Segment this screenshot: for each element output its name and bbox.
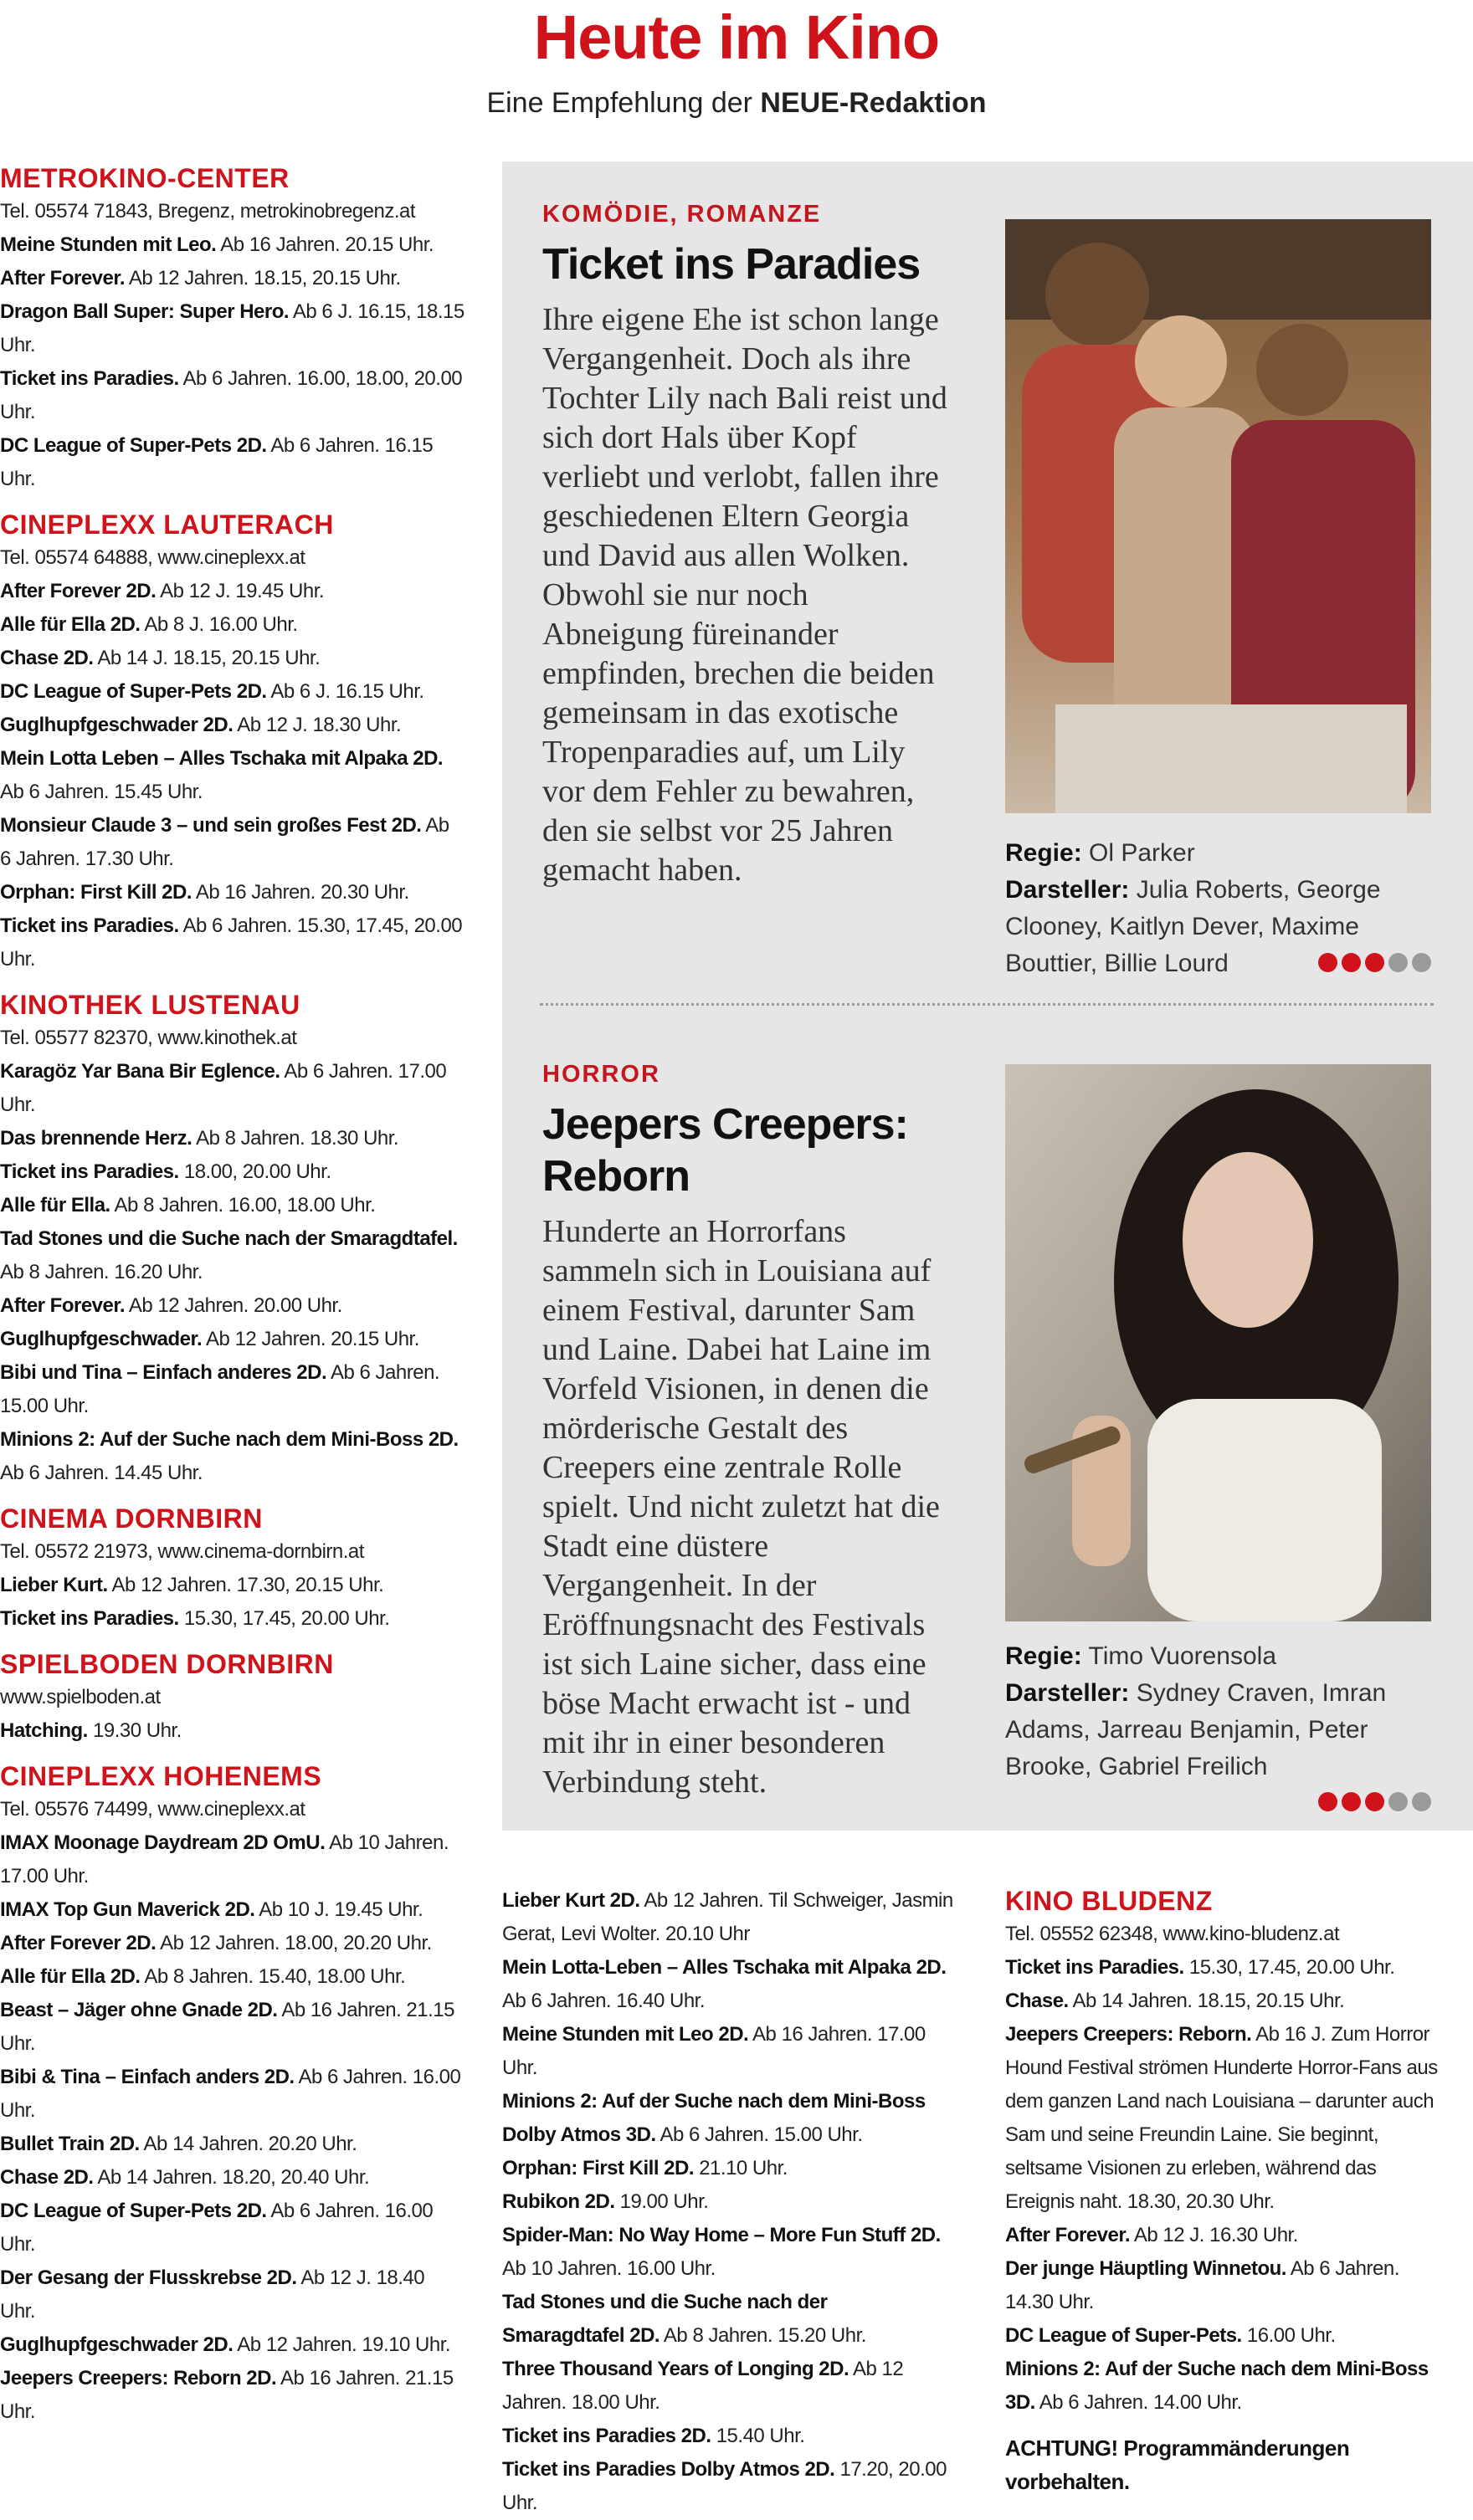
movie-title: Ticket ins Paradies.	[0, 914, 179, 937]
listing-entry	[0, 362, 464, 429]
showtime-info: Ab 6 Jahren. 16.00 Uhr.	[0, 2066, 461, 2122]
showtime-info: 16.00 Uhr.	[1241, 2324, 1336, 2347]
listing-entry	[0, 1994, 464, 2061]
listing-entry	[0, 1189, 464, 1222]
movie-title: After Forever 2D.	[0, 580, 157, 602]
showtime-info: 19.00 Uhr.	[614, 2190, 709, 2213]
showtime-info: Ab 8 Jahren. 18.30 Uhr.	[192, 1127, 399, 1150]
movie-title: Der Gesang der Flusskrebse 2D.	[0, 2266, 297, 2289]
kino-bludenz-listings	[1005, 1884, 1440, 2498]
showtime-info: 15.30, 17.45, 20.00 Uhr.	[1183, 1956, 1395, 1979]
showtime-info: 19.30 Uhr.	[87, 1719, 182, 1742]
listing-entry	[1005, 2353, 1440, 2420]
movie-title: Minions 2: Auf der Suche nach dem Mini-Boss Dolby Atmos 3D.	[502, 2090, 926, 2146]
listing-entry	[0, 1323, 464, 1356]
showtime-info: 17.20, 20.00 Uhr.	[502, 2458, 947, 2514]
listing-entry	[0, 1423, 464, 1490]
listing-entry	[502, 2085, 954, 2152]
movie-title: Jeepers Creepers: Reborn.	[1005, 2023, 1252, 2046]
listing-entry	[0, 1602, 464, 1636]
rating-dot-empty	[1412, 953, 1431, 972]
listing-entry	[0, 1893, 464, 1927]
listing-entry	[0, 2061, 464, 2128]
showtime-info: Ab 6 Jahren. 15.00 Uhr.	[655, 2123, 863, 2146]
showtime-info: Ab 6 Jahren. 14.00 Uhr.	[1034, 2391, 1242, 2414]
listing-entry	[0, 2161, 464, 2195]
movie-title: Chase 2D.	[0, 647, 94, 669]
listing-entry	[0, 608, 464, 642]
showtime-info: Ab 16 Jahren. 21.15 Uhr.	[0, 1999, 454, 2055]
listing-entry	[0, 1222, 464, 1289]
movie-title: Mein Lotta Leben – Alles Tschaka mit Alpaka 2D.	[0, 747, 444, 770]
listing-entry	[502, 2286, 954, 2353]
listing-entry	[0, 228, 464, 262]
showtime-info: 15.40 Uhr.	[711, 2425, 805, 2447]
showtime-info: Ab 12 Jahren. 17.30, 20.15 Uhr.	[107, 1574, 384, 1596]
showtime-info: Ab 12 J. 18.30 Uhr.	[233, 714, 402, 736]
movie-title: Spider-Man: No Way Home – More Fun Stuff 2D.	[502, 2224, 941, 2246]
movie-title: Ticket ins Paradies.	[1005, 1956, 1184, 1979]
listing-entry	[1005, 2252, 1440, 2319]
listing-entry	[502, 2453, 954, 2520]
listing-entry	[0, 1569, 464, 1602]
movie-title: Mein Lotta-Leben – Alles Tschaka mit Alpaka 2D.	[502, 1956, 947, 1979]
rating-dots-1	[1318, 953, 1431, 972]
movie-title: Ticket ins Paradies.	[0, 1607, 179, 1630]
listing-entry	[0, 642, 464, 675]
listing-entry	[0, 1155, 464, 1189]
listing-entry	[0, 1356, 464, 1423]
movie-title: Der junge Häuptling Winnetou.	[1005, 2257, 1286, 2280]
showtime-info: Ab 6 Jahren. 15.30, 17.45, 20.00 Uhr.	[0, 914, 463, 971]
rating-dot-filled	[1318, 953, 1337, 972]
cinema-name: KINOTHEK LUSTENAU	[0, 990, 300, 1020]
listing-entry	[0, 262, 464, 295]
movie-title: Orphan: First Kill 2D.	[0, 881, 192, 904]
listing-entry	[502, 2018, 954, 2085]
showtime-info: Ab 6 Jahren. 14.30 Uhr.	[1005, 2257, 1399, 2313]
showtime-info: Ab 8 Jahren. 15.20 Uhr.	[660, 2324, 866, 2347]
showtime-info: 15.30, 17.45, 20.00 Uhr.	[178, 1607, 390, 1630]
showtime-info: Ab 6 Jahren. 16.40 Uhr.	[502, 1990, 705, 2012]
listing-entry	[0, 295, 464, 362]
movie-title: After Forever.	[1005, 2224, 1131, 2246]
listing-entry	[0, 429, 464, 496]
cinema-contact: Tel. 05574 71843, Bregenz, metrokinobregenz.at	[0, 200, 416, 223]
listing-entry	[0, 709, 464, 742]
movie-title: Ticket ins Paradies.	[0, 367, 179, 390]
showtime-info: Ab 14 Jahren. 18.20, 20.40 Uhr.	[93, 2166, 370, 2189]
showtime-info: Ab 16 J. Zum Horror Hound Festival strömen Hunderte Horror-Fans aus dem ganzen Land nach Louisiana – darunter auch Sam und seine Freundin Laine. Sie beginnt, seltsame Visionen zu erleben, während das Ereignis naht. 18.30, 20.30 Uhr.	[1005, 2023, 1438, 2213]
showtime-info: Ab 14 Jahren. 20.20 Uhr.	[139, 2133, 357, 2155]
cinema-contact: Tel. 05572 21973, www.cinema-dornbirn.at	[0, 1540, 364, 1563]
listing-entry	[502, 2152, 954, 2185]
movie-photo-jeepers-creepers	[1005, 1064, 1431, 1621]
genre-label: HORROR	[542, 1061, 660, 1088]
movie-title: Ticket ins Paradies	[542, 240, 921, 289]
movie-description: Hunderte an Horrorfans sammeln sich in Louisiana auf einem Festival, darunter Sam und Laine. Dabei hat Laine im Vorfeld Visionen, in denen die mörderische Gestalt des Creepers eine zentrale Rolle spielt. Und nicht zuletzt hat die Stadt eine düstere Vergangenheit. In der Eröffnungsnacht des Festivals ist sich Laine sicher, dass eine böse Macht erwacht ist - und mit ihr in einer besonderen Verbindung steht.	[542, 1214, 940, 1800]
cinema-contact: Tel. 05577 82370, www.kinothek.at	[0, 1027, 297, 1049]
listing-entry	[502, 1884, 954, 1951]
movie-title: After Forever.	[0, 267, 126, 289]
listing-entry	[1005, 1985, 1440, 2018]
movie-title: Ticket ins Paradies 2D.	[502, 2425, 711, 2447]
showtime-info: Ab 10 Jahren. 16.00 Uhr.	[502, 2257, 716, 2280]
showtime-info: Ab 12 Jahren. 19.10 Uhr.	[233, 2333, 451, 2356]
cinema-name: CINEPLEXX LAUTERACH	[0, 510, 334, 540]
showtime-info: Ab 6 Jahren. 17.30 Uhr.	[0, 814, 449, 870]
rating-dot-filled	[1365, 1792, 1384, 1811]
cinema-contact: www.spielboden.at	[0, 1686, 161, 1708]
movie-title: IMAX Moonage Daydream 2D OmU.	[0, 1831, 326, 1854]
showtime-info: Ab 8 Jahren. 15.40, 18.00 Uhr.	[140, 1965, 406, 1988]
listing-entry	[0, 2362, 464, 2429]
cinema-contact: Tel. 05574 64888, www.cineplexx.at	[0, 546, 305, 569]
movie-title: Monsieur Claude 3 – und sein großes Fest 2D.	[0, 814, 422, 837]
listing-entry	[1005, 1951, 1440, 1985]
rating-dot-filled	[1342, 1792, 1361, 1811]
movie-title: After Forever 2D.	[0, 1932, 157, 1954]
listing-entry	[0, 2261, 464, 2328]
movie-title: Bibi & Tina – Einfach anders 2D.	[0, 2066, 295, 2088]
showtime-info: Ab 6 Jahren. 14.45 Uhr.	[0, 1462, 203, 1484]
movie-title: Jeepers Creepers: Reborn	[542, 1100, 908, 1201]
featured-movie-1	[542, 201, 952, 890]
listing-entry	[1005, 2219, 1440, 2252]
listing-entry	[502, 2420, 954, 2453]
showtime-info: Ab 10 Jahren. 17.00 Uhr.	[0, 1831, 449, 1887]
movie-credits-1: Regie: Ol Parker Darsteller: Julia Roberts, George Clooney, Kaitlyn Dever, Maxime Bouttier, Billie Lourd	[1005, 839, 1381, 977]
showtime-info: Ab 16 Jahren. 20.15 Uhr.	[216, 233, 434, 256]
movie-title: Orphan: First Kill 2D.	[502, 2157, 695, 2179]
listing-entry	[0, 1960, 464, 1994]
showtime-info: Ab 16 Jahren. 21.15 Uhr.	[0, 2367, 454, 2423]
listing-entry	[0, 742, 464, 809]
showtime-info: Ab 12 Jahren. 18.00 Uhr.	[502, 2358, 904, 2414]
showtime-info: Ab 12 Jahren. 18.00, 20.20 Uhr.	[156, 1932, 432, 1954]
showtime-info: Ab 16 Jahren. 17.00 Uhr.	[502, 2023, 926, 2079]
rating-dot-filled	[1365, 953, 1384, 972]
showtime-info: Ab 8 Jahren. 16.00, 18.00 Uhr.	[110, 1194, 376, 1216]
showtime-info: Ab 6 J. 16.15 Uhr.	[266, 680, 424, 703]
listing-entry	[0, 2328, 464, 2362]
listing-entry	[502, 2219, 954, 2286]
movie-title: Meine Stunden mit Leo.	[0, 233, 217, 256]
listing-entry	[0, 575, 464, 608]
movie-title: Tad Stones und die Suche nach der Smaragdtafel 2D.	[502, 2291, 828, 2347]
cinema-name: CINEMA DORNBIRN	[0, 1503, 263, 1534]
movie-title: Three Thousand Years of Longing 2D.	[502, 2358, 849, 2380]
movie-title: After Forever.	[0, 1294, 126, 1317]
showtime-info: Ab 12 J. 18.40 Uhr.	[0, 2266, 425, 2323]
movie-title: Tad Stones und die Suche nach der Smaragdtafel.	[0, 1227, 458, 1250]
movie-title: Alle für Ella 2D.	[0, 613, 141, 636]
movie-title: Guglhupfgeschwader 2D.	[0, 2333, 234, 2356]
showtime-info: Ab 12 Jahren. Til Schweiger, Jasmin Gerat, Levi Wolter. 20.10 Uhr	[502, 1889, 953, 1945]
movie-title: Ticket ins Paradies.	[0, 1160, 179, 1183]
showtime-info: Ab 8 Jahren. 16.20 Uhr.	[0, 1261, 203, 1283]
movie-title: Minions 2: Auf der Suche nach dem Mini-Boss 3D.	[1005, 2358, 1429, 2414]
listing-entry	[0, 909, 464, 976]
cinema-name: KINO BLUDENZ	[1005, 1886, 1213, 1916]
featured-movie-2	[542, 1061, 952, 1802]
movie-title: Jeepers Creepers: Reborn 2D.	[0, 2367, 277, 2389]
listing-entry	[502, 2353, 954, 2420]
movie-title: Rubikon 2D.	[502, 2190, 615, 2213]
listing-entry	[0, 1826, 464, 1893]
movie-title: Minions 2: Auf der Suche nach dem Mini-Boss 2D.	[0, 1428, 459, 1451]
showtime-info: Ab 12 Jahren. 20.00 Uhr.	[125, 1294, 342, 1317]
program-change-notice: ACHTUNG! Programmänderungen vorbehalten.	[1005, 2435, 1350, 2494]
showtime-info: Ab 6 Jahren. 15.45 Uhr.	[0, 781, 203, 803]
movie-title: DC League of Super-Pets 2D.	[0, 2200, 267, 2222]
movie-title: Beast – Jäger ohne Gnade 2D.	[0, 1999, 278, 2021]
listing-entry	[0, 2128, 464, 2161]
movie-title: Karagöz Yar Bana Bir Eglence.	[0, 1060, 280, 1083]
cinema-contact: Tel. 05552 62348, www.kino-bludenz.at	[1005, 1923, 1340, 1945]
showtime-info: Ab 8 J. 16.00 Uhr.	[140, 613, 298, 636]
movie-photo-ticket-ins-paradies	[1005, 219, 1431, 813]
cinema-name: METROKINO-CENTER	[0, 163, 290, 193]
movie-title: DC League of Super-Pets.	[1005, 2324, 1242, 2347]
listing-entry	[0, 809, 464, 876]
rating-dot-filled	[1318, 1792, 1337, 1811]
movie-title: Meine Stunden mit Leo 2D.	[502, 2023, 749, 2046]
movie-title: Lieber Kurt 2D.	[502, 1889, 640, 1912]
movie-title: DC League of Super-Pets 2D.	[0, 680, 267, 703]
listing-entry	[0, 1927, 464, 1960]
showtime-info: Ab 16 Jahren. 20.30 Uhr.	[192, 881, 409, 904]
cinema-contact: Tel. 05576 74499, www.cineplexx.at	[0, 1798, 305, 1821]
listing-entry	[0, 1055, 464, 1122]
movie-title: Das brennende Herz.	[0, 1127, 192, 1150]
movie-title: Chase.	[1005, 1990, 1069, 2012]
movie-title: Chase 2D.	[0, 2166, 94, 2189]
showtime-info: Ab 12 Jahren. 20.15 Uhr.	[202, 1328, 419, 1350]
showtime-info: Ab 12 J. 19.45 Uhr.	[156, 580, 325, 602]
listing-entry	[0, 876, 464, 909]
listing-entry	[0, 2195, 464, 2261]
cinema-name: CINEPLEXX HOHENEMS	[0, 1761, 322, 1791]
showtime-info: Ab 12 Jahren. 18.15, 20.15 Uhr.	[125, 267, 401, 289]
listing-entry	[0, 1122, 464, 1155]
movie-title: Lieber Kurt.	[0, 1574, 108, 1596]
middle-bottom-listings	[502, 1884, 954, 2520]
rating-dot-empty	[1388, 953, 1408, 972]
rating-dot-filled	[1342, 953, 1361, 972]
showtime-info: Ab 14 Jahren. 18.15, 20.15 Uhr.	[1068, 1990, 1345, 2012]
showtime-info: Ab 6 Jahren. 17.00 Uhr.	[0, 1060, 447, 1116]
movie-title: Bibi und Tina – Einfach anderes 2D.	[0, 1361, 327, 1384]
listing-entry	[0, 1289, 464, 1323]
showtime-info: Ab 6 J. 16.15, 18.15 Uhr.	[0, 300, 464, 356]
movie-credits-2: Regie: Timo Vuorensola Darsteller: Sydney Craven, Imran Adams, Jarreau Benjamin, Peter Brooke, Gabriel Freilich	[1005, 1642, 1387, 1780]
movie-title: Hatching.	[0, 1719, 88, 1742]
rating-dot-empty	[1388, 1792, 1408, 1811]
page-subtitle: Eine Empfehlung der NEUE-Redaktion	[486, 87, 987, 119]
movie-description: Ihre eigene Ehe ist schon lange Vergangenheit. Doch als ihre Tochter Lily nach Bali reist und sich dort Hals über Kopf verliebt und verlobt, fallen ihre geschiedenen Eltern Georgia und David aus allen Wolken. Obwohl sie nur noch Abneigung füreinander empfinden, brechen die beiden gemeinsam in das exotische Tropenparadies auf, um Lily vor dem Fehler zu bewahren, den sie selbst vor 25 Jahren gemacht haben.	[542, 302, 947, 888]
rating-dot-empty	[1412, 1792, 1431, 1811]
showtime-info: Ab 10 J. 19.45 Uhr.	[254, 1898, 423, 1921]
showtime-info: Ab 12 J. 16.30 Uhr.	[1130, 2224, 1298, 2246]
rating-dots-2	[1318, 1792, 1431, 1811]
movie-title: Bullet Train 2D.	[0, 2133, 140, 2155]
movie-title: Alle für Ella 2D.	[0, 1965, 141, 1988]
listing-entry	[502, 1951, 954, 2018]
listing-entry	[1005, 2319, 1440, 2353]
listing-entry	[0, 1714, 464, 1748]
genre-label: KOMÖDIE, ROMANZE	[542, 201, 822, 228]
movie-title: Guglhupfgeschwader.	[0, 1328, 203, 1350]
showtime-info: 18.00, 20.00 Uhr.	[178, 1160, 331, 1183]
movie-title: IMAX Top Gun Maverick 2D.	[0, 1898, 255, 1921]
movie-title: DC League of Super-Pets 2D.	[0, 434, 267, 457]
movie-title: Guglhupfgeschwader 2D.	[0, 714, 234, 736]
movie-title: Alle für Ella.	[0, 1194, 110, 1216]
showtime-info: Ab 6 Jahren. 16.00 Uhr.	[0, 2200, 434, 2256]
movie-title: Ticket ins Paradies Dolby Atmos 2D.	[502, 2458, 835, 2481]
listing-entry	[0, 675, 464, 709]
cinema-name: SPIELBODEN DORNBIRN	[0, 1649, 334, 1679]
showtime-info: Ab 6 Jahren. 16.15 Uhr.	[0, 434, 434, 490]
showtime-info: Ab 14 J. 18.15, 20.15 Uhr.	[93, 647, 321, 669]
left-column-listings	[0, 161, 464, 2429]
showtime-info: Ab 6 Jahren. 15.00 Uhr.	[0, 1361, 440, 1417]
listing-entry	[1005, 2018, 1440, 2219]
listing-entry	[502, 2185, 954, 2219]
featured-divider	[540, 1003, 1434, 1006]
showtime-info: Ab 6 Jahren. 16.00, 18.00, 20.00 Uhr.	[0, 367, 463, 423]
movie-title: Dragon Ball Super: Super Hero.	[0, 300, 290, 323]
page-title: Heute im Kino	[533, 3, 940, 72]
showtime-info: 21.10 Uhr.	[694, 2157, 788, 2179]
